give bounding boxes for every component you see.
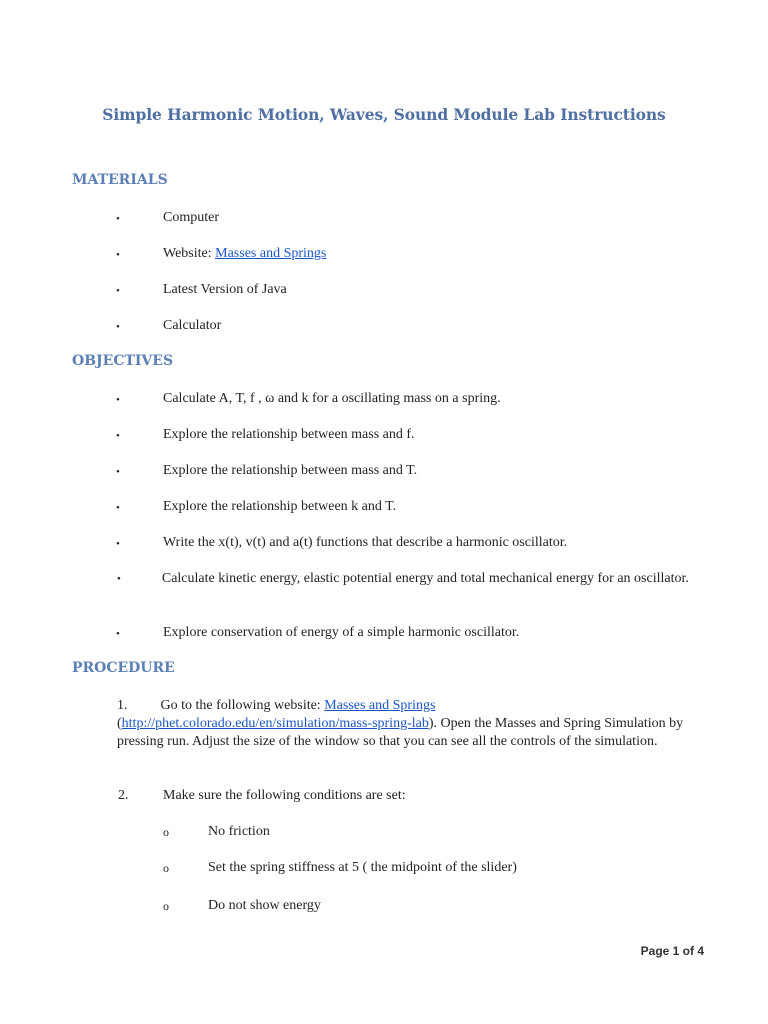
objective-item: Explore the relationship between mass and T. (163, 463, 418, 478)
condition-item: Do not show energy (208, 898, 321, 913)
objectives-heading: OBJECTIVES (72, 353, 174, 369)
bullet-icon: • (117, 573, 121, 585)
bullet-icon: • (116, 394, 120, 406)
bullet-icon: • (116, 249, 120, 261)
objective-item: Explore the relationship between k and T. (163, 499, 397, 514)
objective-item: Explore conservation of energy of a simple harmonic oscillator. (163, 625, 520, 640)
material-item: Computer (163, 210, 219, 225)
procedure-heading: PROCEDURE (72, 660, 175, 676)
bullet-icon: • (116, 538, 120, 550)
masses-and-springs-link[interactable]: Masses and Springs (215, 246, 327, 261)
step-text: Make sure the following conditions are set: (163, 788, 406, 803)
circle-bullet-icon: o (163, 861, 169, 875)
bullet-icon: • (116, 285, 120, 297)
bullet-icon: • (116, 466, 120, 478)
circle-bullet-icon: o (163, 825, 169, 839)
document-title: Simple Harmonic Motion, Waves, Sound Module Lab Instructions (102, 105, 666, 124)
step-number: 2. (118, 788, 129, 803)
condition-item: No friction (208, 824, 270, 839)
procedure-step-1: 1. Go to the following website: Masses and Springs (http://phet.colorado.edu/en/simulation/mass-spring-lab). Open the Masses and Spring Simulation by pressing run. Adjust the size of the window so that you can see all the controls of the simulation. (117, 698, 684, 749)
materials-heading: MATERIALS (72, 172, 168, 188)
objective-item: Calculate kinetic energy, elastic potential energy and total mechanical energy for an oscillator. (161, 571, 689, 586)
material-item (163, 245, 326, 263)
material-item: Latest Version of Java (163, 282, 287, 297)
bullet-icon: • (116, 213, 120, 225)
bullet-icon: • (116, 321, 120, 333)
bullet-icon: • (116, 502, 120, 514)
bullet-icon: • (116, 430, 120, 442)
material-item: Calculator (163, 318, 222, 333)
list-item-wrapped (117, 570, 697, 588)
simulation-url-link[interactable]: http://phet.colorado.edu/en/simulation/mass-spring-lab (121, 716, 429, 731)
objective-item: Explore the relationship between mass and f. (163, 427, 415, 442)
step-number: 1. (117, 698, 128, 713)
objective-item: Write the x(t), v(t) and a(t) functions that describe a harmonic oscillator. (163, 535, 568, 550)
masses-and-springs-link[interactable]: Masses and Springs (324, 698, 436, 713)
bullet-icon: • (116, 628, 120, 640)
circle-bullet-icon: o (163, 899, 169, 913)
step-text: Go to the following website: (160, 698, 325, 713)
website-label: Website: (163, 246, 216, 261)
page-number: Page 1 of 4 (640, 944, 704, 958)
condition-item: Set the spring stiffness at 5 ( the midpoint of the slider) (208, 860, 517, 875)
step-text-continued: ). Open the Masses and Spring Simulation by pressing run. Adjust the size of the window so that you can see all the controls of the simulation. (117, 716, 684, 749)
objective-item: Calculate A, T, f , ω and k for a oscillating mass on a spring. (163, 391, 501, 406)
